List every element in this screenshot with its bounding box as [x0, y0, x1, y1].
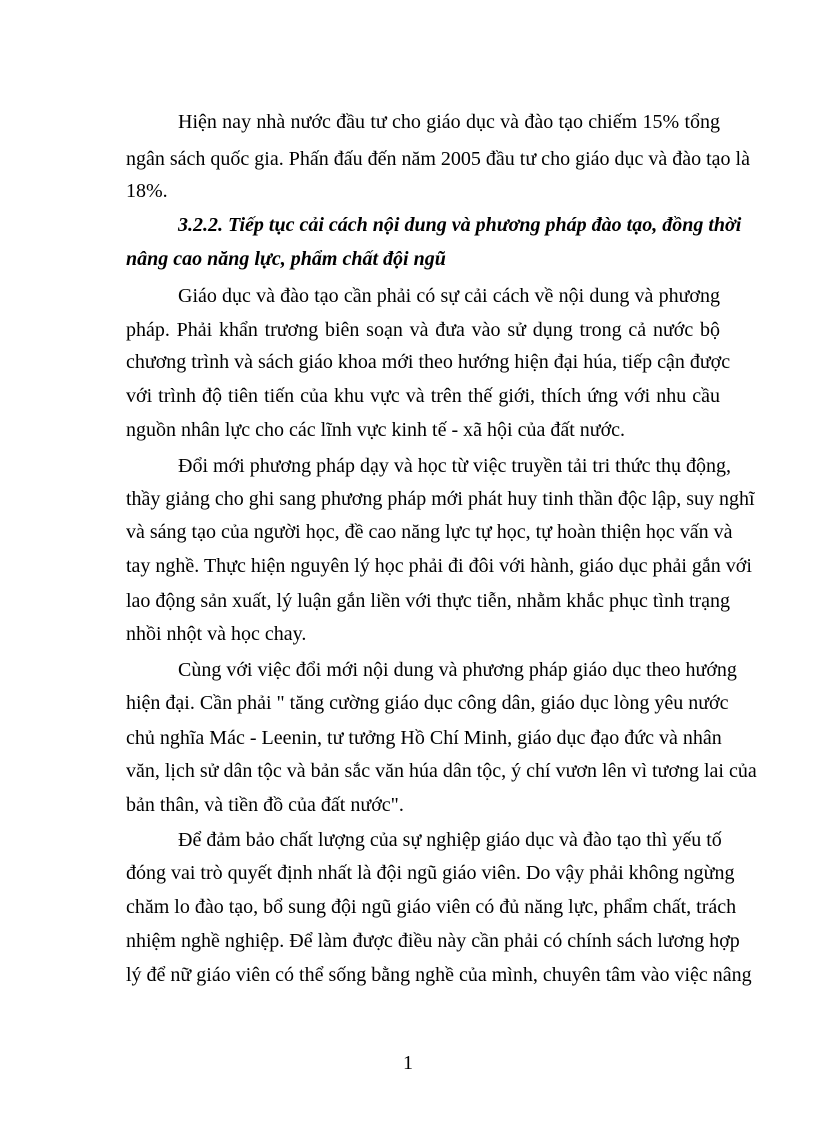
- paragraph-5-line-1: Để đảm bảo chất lượng của sự nghiệp giáo dục và đào tạo thì yếu tố: [178, 829, 722, 851]
- paragraph-2-line-1: Giáo dục và đào tạo cần phải có sự cải cách về nội dung và phương: [178, 285, 720, 307]
- paragraph-4-line-4: văn, lịch sử dân tộc và bản sắc văn húa dân tộc, ý chí vươn lên vì tương lai của: [126, 760, 757, 782]
- paragraph-3-line-1: Đổi mới phương pháp dạy và học từ việc truyền tải tri thức thụ động,: [178, 455, 732, 477]
- paragraph-2-line-5: nguồn nhân lực cho các lĩnh vực kinh tế - xã hội của đất nước.: [126, 419, 626, 441]
- paragraph-3-line-3: và sáng tạo của người học, đề cao năng lực tự học, tự hoàn thiện học vấn và: [126, 521, 733, 543]
- paragraph-2-line-4: với trình độ tiên tiến của khu vực và trên thế giới, thích ứng với nhu cầu: [126, 385, 720, 407]
- paragraph-2-line-3: chương trình và sách giáo khoa mới theo hướng hiện đại húa, tiếp cận được: [126, 351, 731, 373]
- paragraph-5-line-2: đóng vai trò quyết định nhất là đội ngũ giáo viên. Do vậy phải không ngừng: [126, 862, 735, 884]
- paragraph-3-line-6: nhồi nhột và học chay.: [126, 623, 307, 645]
- paragraph-3-line-5: lao động sản xuất, lý luận gắn liền với thực tiễn, nhằm khắc phục tình trạng: [126, 590, 731, 612]
- paragraph-5-line-4: nhiệm nghề nghiệp. Để làm được điều này cần phải có chính sách lương hợp: [126, 930, 740, 952]
- paragraph-1-line-1: Hiện nay nhà nước đầu tư cho giáo dục và đào tạo chiếm 15% tổng: [178, 111, 720, 133]
- page-number: 1: [403, 1052, 413, 1074]
- paragraph-3-line-2: thầy giảng cho ghi sang phương pháp mới phát huy tinh thần độc lập, suy nghĩ: [126, 488, 755, 510]
- section-heading-line-2: nâng cao năng lực, phẩm chất đội ngũ: [126, 248, 446, 270]
- paragraph-4-line-2: hiện đại. Cần phải " tăng cường giáo dục công dân, giáo dục lòng yêu nước: [126, 692, 729, 714]
- paragraph-2-line-2: pháp. Phải khẩn trương biên soạn và đưa vào sử dụng trong cả nước bộ: [126, 319, 720, 341]
- paragraph-4-line-5: bản thân, và tiền đồ của đất nước".: [126, 794, 404, 816]
- paragraph-3-line-4: tay nghề. Thực hiện nguyên lý học phải đi đôi với hành, giáo dục phải gắn với: [126, 555, 752, 577]
- section-heading-line-1: 3.2.2. Tiếp tục cải cách nội dung và phương pháp đào tạo, đồng thời: [178, 214, 742, 236]
- paragraph-1-line-3: 18%.: [126, 180, 168, 202]
- paragraph-5-line-3: chăm lo đào tạo, bổ sung đội ngũ giáo viên có đủ năng lực, phẩm chất, trách: [126, 896, 737, 918]
- paragraph-4-line-1: Cùng với việc đổi mới nội dung và phương pháp giáo dục theo hướng: [178, 659, 737, 681]
- paragraph-4-line-3: chủ nghĩa Mác - Leenin, tư tưởng Hồ Chí Minh, giáo dục đạo đức và nhân: [126, 727, 722, 749]
- paragraph-1-line-2: ngân sách quốc gia. Phấn đấu đến năm 2005 đầu tư cho giáo dục và đào tạo là: [126, 148, 750, 170]
- paragraph-5-line-5: lý để nữ giáo viên có thể sống bằng nghề của mình, chuyên tâm vào việc nâng: [126, 964, 752, 986]
